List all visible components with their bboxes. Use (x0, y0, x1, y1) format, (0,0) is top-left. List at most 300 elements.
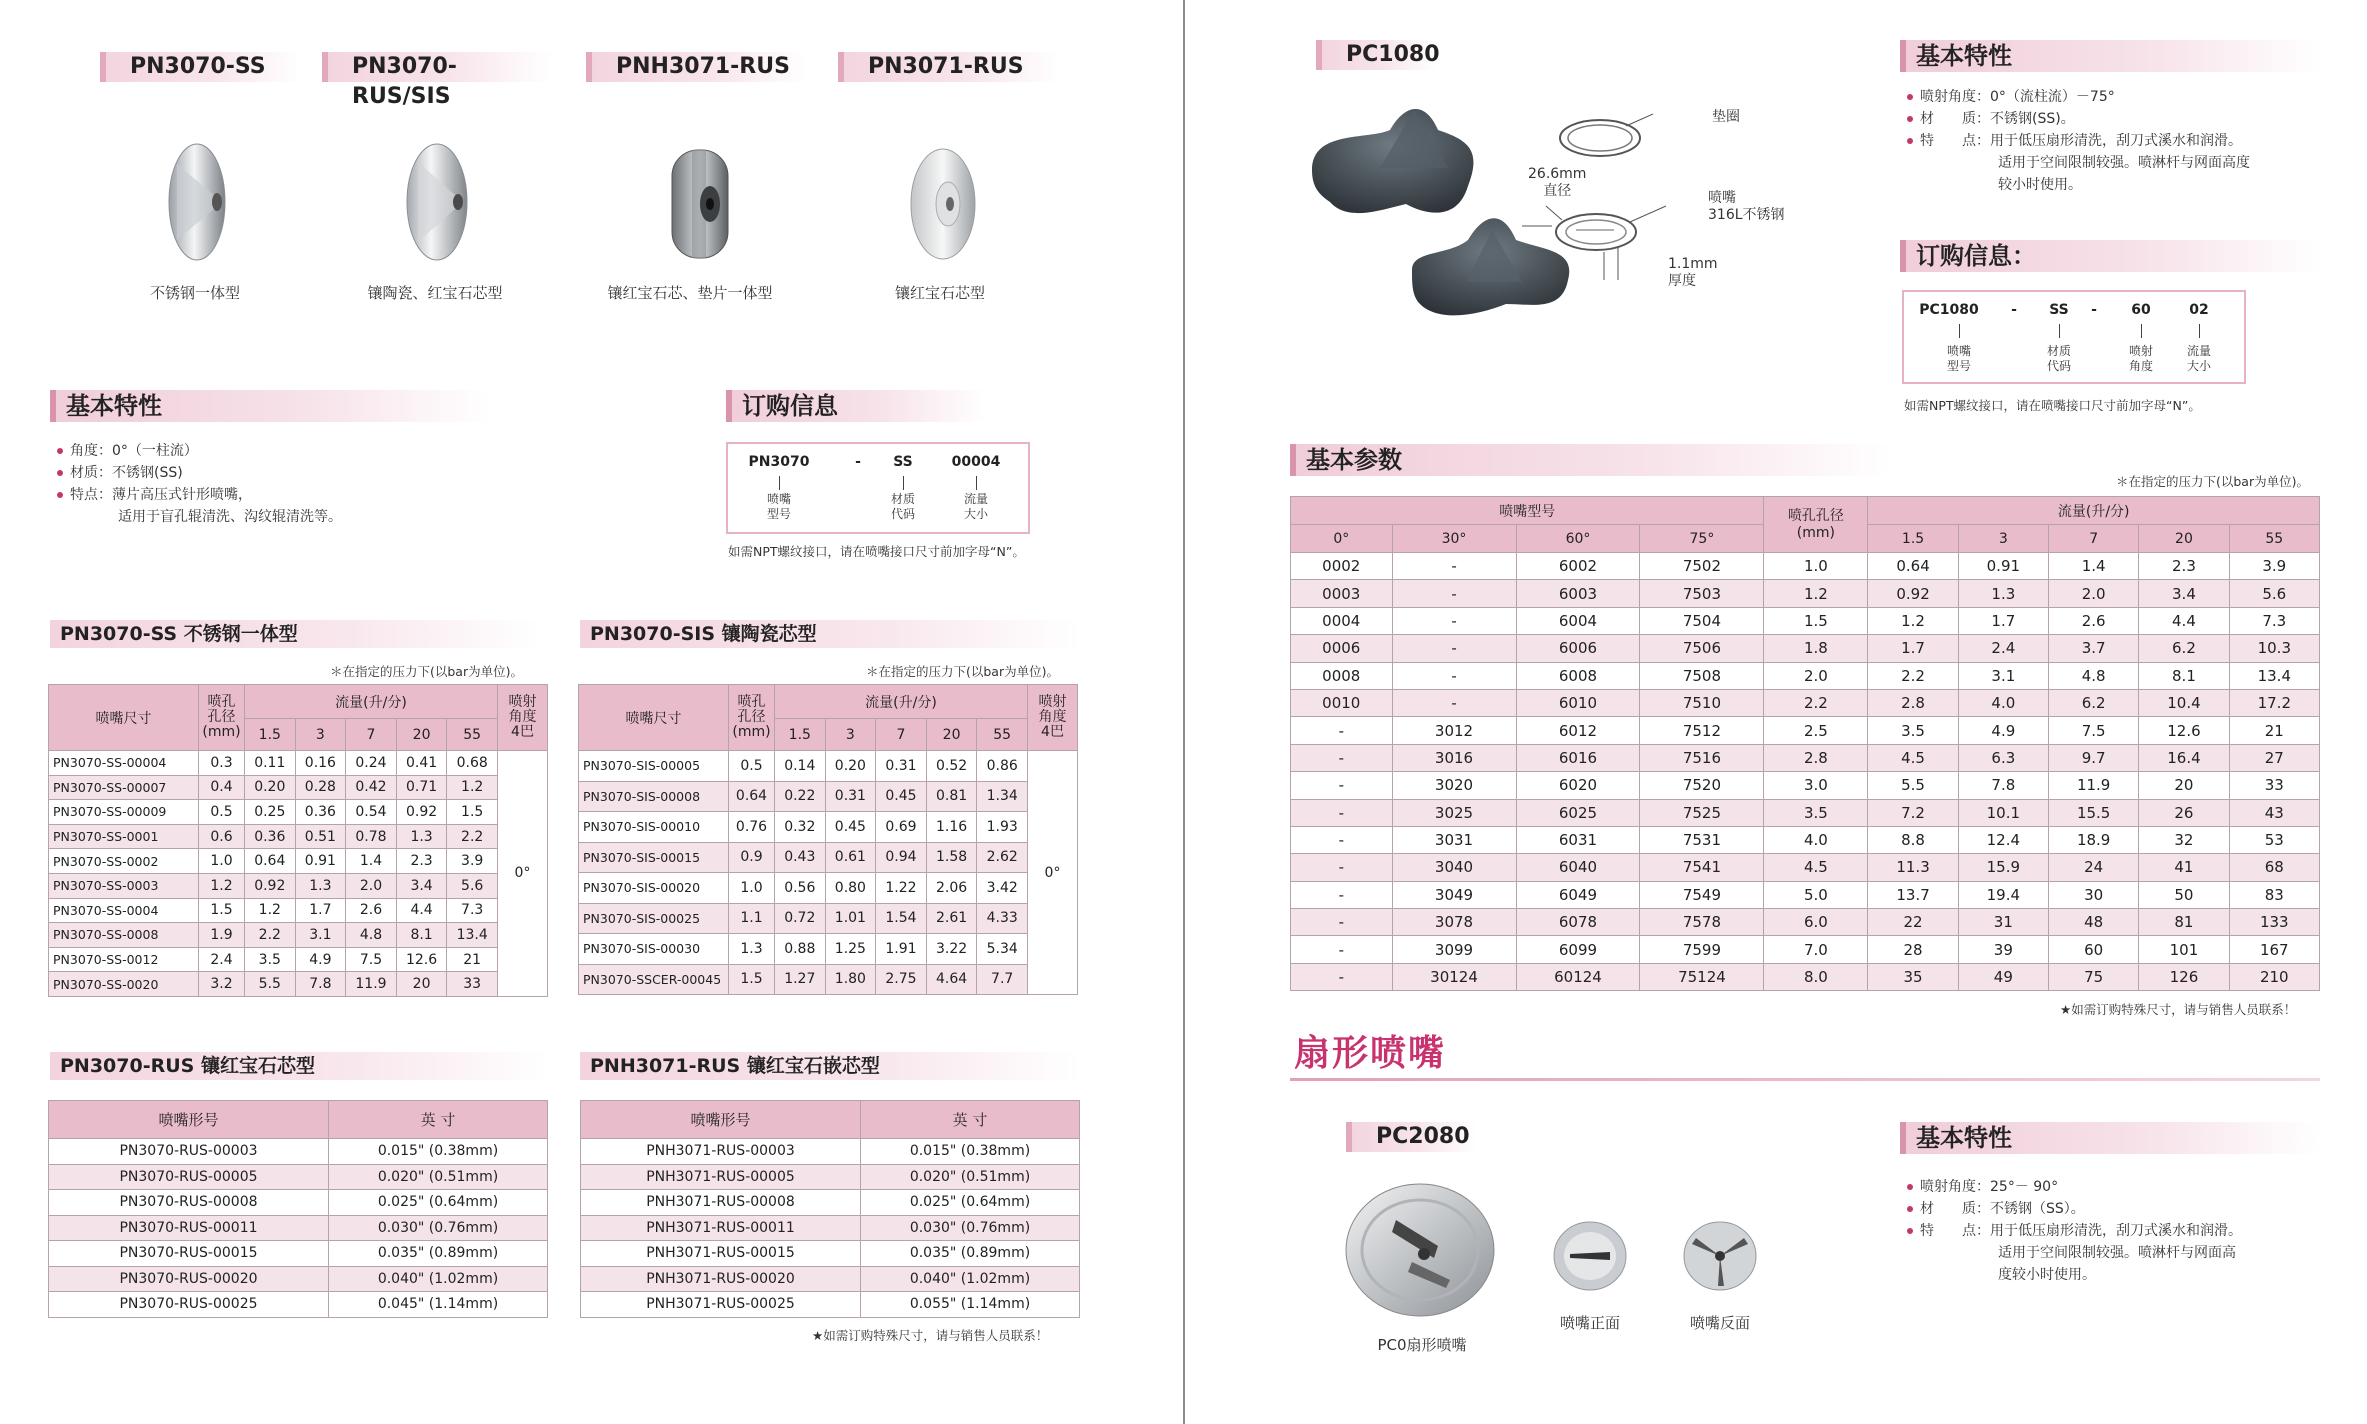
table-row (581, 1164, 1080, 1190)
header-pressure: 1.5 (775, 719, 826, 751)
table-cell: 0.11 (245, 751, 296, 776)
table-pc1080-params (1290, 496, 2320, 991)
table-cell: 1.58 (926, 842, 977, 873)
table-cell: 2.2 (245, 923, 296, 948)
table-cell: PN3070-SIS-00025 (579, 903, 729, 934)
table-cell: 1.7 (1868, 635, 1958, 662)
order-label-text: 流量 大小 (963, 492, 988, 521)
table-cell: 0008 (1291, 662, 1393, 689)
table-cell: 3049 (1392, 881, 1516, 908)
pc1080-feature-angle (1906, 86, 2316, 108)
table-cell: 28 (1868, 936, 1958, 963)
table-cell: 7549 (1640, 881, 1764, 908)
table-cell: 0.32 (775, 812, 826, 843)
table-cell: 0.24 (346, 751, 397, 776)
table-cell: 1.3 (396, 824, 447, 849)
order-label-text: 流量 大小 (2186, 344, 2211, 373)
label-nozzle-material: 喷嘴 316L不锈钢 (1708, 190, 1785, 223)
order-tick (2141, 324, 2142, 338)
pc1080-features-list (1906, 86, 2316, 196)
table-cell: 3040 (1392, 854, 1516, 881)
table-cell: 1.5 (447, 800, 498, 825)
table-cell: 0.055" (1.14mm) (861, 1292, 1080, 1318)
table-cell: 2.0 (2049, 580, 2139, 607)
table-cell: 2.0 (1764, 662, 1868, 689)
order-code-material: SS (893, 454, 913, 470)
pc2080-nozzle-image (1342, 1180, 1502, 1320)
table-cell: 7520 (1640, 772, 1764, 799)
table-cell: 5.0 (1764, 881, 1868, 908)
header-pressure: 3 (1958, 525, 2048, 553)
table-cell: 48 (2049, 909, 2139, 936)
table-cell: 2.61 (926, 903, 977, 934)
table-cell: 1.3 (1958, 580, 2048, 607)
table-row (579, 934, 1078, 965)
order-code-dash: - (855, 454, 861, 470)
table-cell: 39 (1958, 936, 2048, 963)
table-cell: PN3070-SIS-00010 (579, 812, 729, 843)
table-cell: 43 (2229, 799, 2319, 826)
pc1080-order-heading: 订购信息： (1900, 240, 2320, 272)
order-label-text: 喷嘴 型号 (766, 492, 791, 521)
table-cell: 21 (2229, 717, 2319, 744)
order-tick (903, 476, 904, 490)
pn3070-rus-sis-nozzle-image (392, 142, 482, 262)
table-cell: 17.2 (2229, 689, 2319, 716)
table-cell: 6031 (1516, 826, 1640, 853)
order-code-material: SS (2049, 302, 2069, 318)
header-pressure: 55 (2229, 525, 2319, 553)
table-cell: 2.3 (396, 849, 447, 874)
order-code-model: PN3070 (748, 454, 810, 470)
table-cell: 3025 (1392, 799, 1516, 826)
table-cell: 2.2 (447, 824, 498, 849)
pc2080-feature-cont-2: 度较小时使用。 (1998, 1267, 2096, 1283)
table-cell: 0.040" (1.02mm) (329, 1266, 548, 1292)
product-tag-pn3070-ss: PN3070-SS (100, 52, 300, 82)
table-cell: - (1291, 909, 1393, 936)
table-cell: PN3070-SIS-00030 (579, 934, 729, 965)
table-row (1291, 826, 2320, 853)
table-cell: 3.0 (1764, 772, 1868, 799)
table-cell: 101 (2139, 936, 2229, 963)
header-hole: 喷孔 孔径 (mm) (729, 685, 775, 751)
pc2080-feature-material (1906, 1198, 2326, 1220)
table-cell: 60 (2049, 936, 2139, 963)
table-row (1291, 744, 2320, 771)
table-cell: 3.1 (295, 923, 346, 948)
table-cell: 7.0 (1764, 936, 1868, 963)
table-cell: PN3070-SS-0012 (49, 947, 199, 972)
header-angle: 60° (1516, 525, 1640, 553)
table-cell: 0.31 (876, 751, 927, 782)
header-pressure: 55 (977, 719, 1028, 751)
table-cell: 13.4 (447, 923, 498, 948)
table-cell: 0.80 (825, 873, 876, 904)
order-tick (2199, 324, 2200, 338)
table-row (1291, 854, 2320, 881)
table-cell: 7504 (1640, 607, 1764, 634)
table-cell: 33 (2229, 772, 2319, 799)
table-cell: 0.45 (825, 812, 876, 843)
table-cell: 41 (2139, 854, 2229, 881)
table-row (1291, 607, 2320, 634)
table-cell: 1.7 (295, 898, 346, 923)
header-pressure: 7 (346, 719, 397, 751)
table-cell: 0.64 (1868, 553, 1958, 580)
table-row (1291, 635, 2320, 662)
table-cell: PNH3071-RUS-00005 (581, 1164, 861, 1190)
table-row (1291, 553, 2320, 580)
table-cell: 7506 (1640, 635, 1764, 662)
table-cell: 1.2 (199, 873, 245, 898)
table-row (1291, 717, 2320, 744)
header-angle: 75° (1640, 525, 1764, 553)
table-cell: 0.61 (825, 842, 876, 873)
table-cell: 6020 (1516, 772, 1640, 799)
order-label-text: 材质 代码 (2046, 344, 2071, 373)
table-cell: 3.5 (1764, 799, 1868, 826)
table-cell: PN3070-SS-00007 (49, 775, 199, 800)
feature-value: 用于低压扇形清洗，刮刀式溪水和润滑。 (1990, 133, 2242, 149)
table2-title: PN3070-SIS 镶陶瓷芯型 (580, 620, 1080, 648)
product-tag-pn3070-rus-sis: PN3070-RUS/SIS (322, 52, 552, 82)
table-row (581, 1292, 1080, 1318)
table4-footnote: ★如需订购特殊尺寸，请与销售人员联系！ (812, 1328, 1049, 1343)
table-cell: 6010 (1516, 689, 1640, 716)
pc2080-features-heading: 基本特性 (1900, 1122, 2320, 1154)
table-cell: 75 (2049, 963, 2139, 990)
table-cell: 1.0 (729, 873, 775, 904)
pc2080-caption: PC0扇形喷嘴 (1377, 1336, 1467, 1354)
header-model: 喷嘴形号 (49, 1101, 329, 1139)
feature-key: 特 点： (1920, 1223, 1990, 1239)
pc2080-feature-cont-1: 适用于空间限制较强。喷淋杆与网面高 (1998, 1245, 2236, 1261)
table-cell: PNH3071-RUS-00008 (581, 1190, 861, 1216)
table-cell: 7525 (1640, 799, 1764, 826)
order-tick (2059, 324, 2060, 338)
order-label-flow (2174, 344, 2224, 374)
table-cell: 7.7 (977, 964, 1028, 995)
header-pressure: 20 (926, 719, 977, 751)
product-caption-pn3070-ss: 不锈钢一体型 (149, 284, 240, 302)
angle-cell: 0° (498, 751, 548, 997)
feature-key: 喷射角度： (1920, 89, 1990, 105)
table-cell: 4.4 (2139, 607, 2229, 634)
table-cell: 1.54 (876, 903, 927, 934)
table1-note: ＊在指定的压力下(以bar为单位)。 (330, 664, 523, 679)
table-cell: 13.7 (1868, 881, 1958, 908)
table-cell: 0.56 (775, 873, 826, 904)
table-cell: 0.69 (876, 812, 927, 843)
table-cell: 16.4 (2139, 744, 2229, 771)
table-cell: PN3070-SSCER-00045 (579, 964, 729, 995)
table-row (1291, 689, 2320, 716)
table-cell: 1.93 (977, 812, 1028, 843)
product-tag-pc1080: PC1080 (1316, 40, 1436, 70)
table-cell: 27 (2229, 744, 2319, 771)
table-row (49, 947, 548, 972)
table-cell: 0.92 (1868, 580, 1958, 607)
table-cell: 6049 (1516, 881, 1640, 908)
pn3070-ss-nozzle-image (155, 142, 239, 262)
table-cell: PN3070-SIS-00008 (579, 781, 729, 812)
table-cell: PNH3071-RUS-00025 (581, 1292, 861, 1318)
table-cell: 0.6 (199, 824, 245, 849)
table-cell: 0.42 (346, 775, 397, 800)
table-cell: 1.5 (1764, 607, 1868, 634)
table-row (581, 1139, 1080, 1165)
table-cell: 1.3 (295, 873, 346, 898)
table-cell: 4.33 (977, 903, 1028, 934)
header-pressure: 1.5 (1868, 525, 1958, 553)
table-row (49, 800, 548, 825)
table-row (1291, 963, 2320, 990)
table-cell: 0.94 (876, 842, 927, 873)
table-cell: 0.5 (729, 751, 775, 782)
table-cell: 0.45 (876, 781, 927, 812)
header-hole: 喷孔孔径 (mm) (1764, 497, 1868, 553)
feature-value: 0°（流柱流）－75° (1990, 89, 2115, 105)
table-row (49, 873, 548, 898)
table-cell: 11.9 (2049, 772, 2139, 799)
table-cell: 12.6 (2139, 717, 2229, 744)
table-cell: 7.8 (295, 972, 346, 997)
nozzle-back-image (1680, 1218, 1760, 1294)
table3-title: PN3070-RUS 镶红宝石芯型 (50, 1052, 550, 1080)
table-cell: 3031 (1392, 826, 1516, 853)
table-cell: 0.86 (977, 751, 1028, 782)
table-cell: - (1392, 662, 1516, 689)
table-cell: 1.91 (876, 934, 927, 965)
table-row (49, 849, 548, 874)
table-cell: 7512 (1640, 717, 1764, 744)
table-cell: 3020 (1392, 772, 1516, 799)
table-cell: 4.8 (346, 923, 397, 948)
table-cell: 0.25 (245, 800, 296, 825)
table-cell: 11.3 (1868, 854, 1958, 881)
table-cell: 0004 (1291, 607, 1393, 634)
table-row (49, 1292, 548, 1318)
table-cell: 15.5 (2049, 799, 2139, 826)
table-cell: 0.20 (245, 775, 296, 800)
table-cell: 13.4 (2229, 662, 2319, 689)
table-cell: 1.25 (825, 934, 876, 965)
table-cell: PN3070-SS-0020 (49, 972, 199, 997)
table-cell: PN3070-SS-00009 (49, 800, 199, 825)
table-cell: 0.43 (775, 842, 826, 873)
table-row (49, 775, 548, 800)
table-cell: 0.9 (729, 842, 775, 873)
table-cell: 5.6 (447, 873, 498, 898)
front-caption: 喷嘴正面 (1559, 1314, 1620, 1332)
table-cell: 3.7 (2049, 635, 2139, 662)
table-cell: 2.8 (1868, 689, 1958, 716)
header-flow: 流量(升/分) (1868, 497, 2320, 525)
table-cell: 2.06 (926, 873, 977, 904)
order-code-dash: - (2091, 302, 2097, 318)
table-row (49, 1215, 548, 1241)
table-cell: 60124 (1516, 963, 1640, 990)
table-cell: 1.2 (1868, 607, 1958, 634)
pc1080-feature-desc (1906, 130, 2316, 152)
product-caption-pn3070-rus-sis: 镶陶瓷、红宝石芯型 (367, 284, 503, 302)
table-row (49, 1190, 548, 1216)
table-cell: 2.0 (346, 873, 397, 898)
table-cell: 5.5 (245, 972, 296, 997)
table-cell: 1.0 (199, 849, 245, 874)
table-cell: 3.4 (2139, 580, 2229, 607)
table-row (581, 1266, 1080, 1292)
table-row (1291, 662, 2320, 689)
order-heading: 订购信息 (726, 390, 986, 422)
table-cell: - (1392, 580, 1516, 607)
table-cell: PN3070-RUS-00005 (49, 1164, 329, 1190)
table-cell: 1.27 (775, 964, 826, 995)
order-note: 如需NPT螺纹接口，请在喷嘴接口尺寸前加字母“N”。 (728, 544, 1025, 559)
table-row (1291, 909, 2320, 936)
table-pn3070-sis (578, 684, 1078, 995)
angle-cell: 0° (1028, 751, 1078, 995)
table-cell: 81 (2139, 909, 2229, 936)
table-cell: PN3070-SS-0002 (49, 849, 199, 874)
table-cell: 20 (2139, 772, 2229, 799)
pc1080-order-note: 如需NPT螺纹接口，请在喷嘴接口尺寸前加字母“N”。 (1904, 398, 2201, 413)
order-tick (976, 476, 977, 490)
table-cell: - (1291, 936, 1393, 963)
params-heading: 基本参数 (1290, 444, 1890, 476)
table-cell: 0.36 (245, 824, 296, 849)
table-cell: 32 (2139, 826, 2229, 853)
table-cell: 1.2 (245, 898, 296, 923)
table-cell: 0.035" (0.89mm) (861, 1241, 1080, 1267)
table-cell: 35 (1868, 963, 1958, 990)
table-row (579, 903, 1078, 934)
order-code-box (726, 442, 1030, 534)
table-cell: PNH3071-RUS-00015 (581, 1241, 861, 1267)
table-cell: 0.3 (199, 751, 245, 776)
table-cell: - (1291, 799, 1393, 826)
pnh3071-rus-nozzle-image (662, 146, 742, 262)
product-tag-pn3071-rus: PN3071-RUS (838, 52, 1058, 82)
table-cell: 18.9 (2049, 826, 2139, 853)
table-cell: 0.015" (0.38mm) (861, 1139, 1080, 1165)
table-cell: 3.22 (926, 934, 977, 965)
table-cell: 0.040" (1.02mm) (861, 1266, 1080, 1292)
header-pressure: 20 (396, 719, 447, 751)
table-cell: 6.2 (2139, 635, 2229, 662)
table-cell: - (1291, 963, 1393, 990)
table-cell: 0.035" (0.89mm) (329, 1241, 548, 1267)
table-cell: 3.1 (1958, 662, 2048, 689)
table1-title: PN3070-SS 不锈钢一体型 (50, 620, 540, 648)
table-cell: 0.72 (775, 903, 826, 934)
table-cell: 2.8 (1764, 744, 1868, 771)
table-cell: 6.0 (1764, 909, 1868, 936)
table-cell: 9.7 (2049, 744, 2139, 771)
table-cell: 0.78 (346, 824, 397, 849)
table-cell: 8.8 (1868, 826, 1958, 853)
table-cell: 3012 (1392, 717, 1516, 744)
table-cell: 0.64 (729, 781, 775, 812)
header-angle: 0° (1291, 525, 1393, 553)
table-cell: 0.4 (199, 775, 245, 800)
order-label-text: 喷射 角度 (2128, 344, 2153, 373)
order-code-dash: - (2011, 302, 2017, 318)
table-cell: 3099 (1392, 936, 1516, 963)
table-cell: 0003 (1291, 580, 1393, 607)
table-cell: - (1392, 689, 1516, 716)
table-row (581, 1241, 1080, 1267)
table-row (1291, 580, 2320, 607)
pc1080-features-heading: 基本特性 (1900, 40, 2320, 72)
table-cell: 7.5 (2049, 717, 2139, 744)
table-cell: 6003 (1516, 580, 1640, 607)
header-angle: 30° (1392, 525, 1516, 553)
pc2080-feature-angle (1906, 1176, 2326, 1198)
table-pn3070-ss (48, 684, 548, 997)
feature-key: 材 质： (1920, 111, 1990, 127)
table-cell: 7.5 (346, 947, 397, 972)
table-cell: 7578 (1640, 909, 1764, 936)
table-cell: - (1392, 553, 1516, 580)
table-row (579, 751, 1078, 782)
table-cell: 31 (1958, 909, 2048, 936)
table-cell: 0.88 (775, 934, 826, 965)
table-cell: 0.030" (0.76mm) (861, 1215, 1080, 1241)
table-cell: 12.6 (396, 947, 447, 972)
table-cell: 7508 (1640, 662, 1764, 689)
table-cell: 3.5 (1868, 717, 1958, 744)
table-cell: 6004 (1516, 607, 1640, 634)
table-cell: 1.4 (346, 849, 397, 874)
product-caption-pnh3071-rus: 镶红宝石芯、垫片一体型 (607, 284, 773, 302)
product-tag-pnh3071-rus: PNH3071-RUS (586, 52, 806, 82)
table-cell: 0.92 (245, 873, 296, 898)
table-row (49, 898, 548, 923)
table-cell: PN3070-RUS-00025 (49, 1292, 329, 1318)
table-cell: 0.030" (0.76mm) (329, 1215, 548, 1241)
table-cell: 0.025" (0.64mm) (329, 1190, 548, 1216)
table-cell: 3.4 (396, 873, 447, 898)
feature-value: 不锈钢(SS)。 (1990, 111, 2075, 127)
table-cell: 24 (2049, 854, 2139, 881)
table-cell: 7.3 (2229, 607, 2319, 634)
feature-angle: 角度：0°（一柱流） (56, 440, 476, 462)
table-cell: PN3070-RUS-00008 (49, 1190, 329, 1216)
table-row (49, 972, 548, 997)
feature-key: 材 质： (1920, 1201, 1990, 1217)
pc1080-feature-cont-1: 适用于空间限制较强。喷淋杆与网面高度 (1998, 155, 2250, 171)
table-cell: 3016 (1392, 744, 1516, 771)
table-pnh3071-rus (580, 1100, 1080, 1318)
order-label-material (878, 492, 928, 522)
pc2080-feature-desc (1906, 1220, 2326, 1242)
table-cell: 6078 (1516, 909, 1640, 936)
header-inch: 英 寸 (329, 1101, 548, 1139)
table-cell: 0.41 (396, 751, 447, 776)
feature-value: 25°－ 90° (1990, 1179, 2059, 1195)
order-code-model: PC1080 (1919, 302, 1979, 318)
params-footnote: ★如需订购特殊尺寸，请与销售人员联系！ (2060, 1002, 2297, 1017)
table-cell: 4.0 (1764, 826, 1868, 853)
table-cell: 19.4 (1958, 881, 2048, 908)
table-cell: 0.91 (295, 849, 346, 874)
table-cell: 83 (2229, 881, 2319, 908)
table-cell: 4.9 (295, 947, 346, 972)
table-cell: 2.3 (2139, 553, 2229, 580)
table-cell: 7516 (1640, 744, 1764, 771)
